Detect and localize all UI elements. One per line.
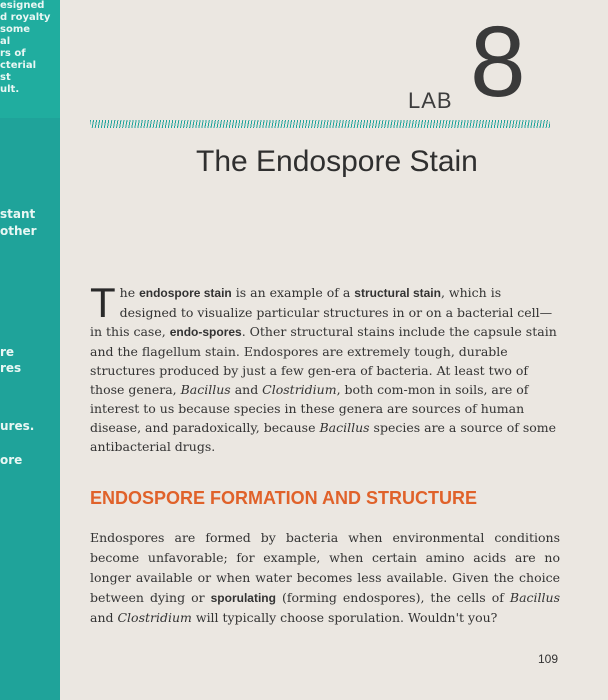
intro-text: he bbox=[119, 285, 140, 300]
margin-fragment: other bbox=[0, 224, 37, 238]
margin-fragment: res bbox=[0, 361, 22, 375]
margin-fragment: d royalty bbox=[0, 12, 51, 23]
intro-text: . Other structural stains include the capsule stain and the flagellum stain. Endospores are extremely tough, durable structures produced by just a few gen-era of bacteria. At least two of those genera, bbox=[90, 324, 557, 397]
margin-fragment: ult. bbox=[0, 84, 20, 95]
term-endospores: endo-spores bbox=[169, 325, 242, 339]
section-paragraph bbox=[90, 528, 560, 628]
page-title: The Endospore Stain bbox=[196, 145, 478, 178]
margin-fragment: st bbox=[0, 72, 11, 83]
intro-text: , which is designed to visualize particular structures in or on a bacterial cell—in this case, bbox=[90, 285, 553, 339]
margin-fragment: some bbox=[0, 24, 31, 35]
section-heading: ENDOSPORE FORMATION AND STRUCTURE bbox=[90, 488, 477, 508]
margin-fragment: esigned bbox=[0, 0, 45, 11]
section-text: (forming endospores), the cells of bbox=[275, 590, 510, 605]
term-sporulating: sporulating bbox=[210, 591, 276, 605]
genus-bacillus: Bacillus bbox=[509, 590, 560, 605]
intro-paragraph bbox=[90, 279, 560, 456]
genus-clostridium: Clostridium bbox=[262, 382, 337, 397]
section-text: will typically choose sporulation. Wouldn't you? bbox=[191, 610, 498, 625]
term-endospore-stain: endospore stain bbox=[139, 286, 232, 300]
title-rule bbox=[90, 120, 550, 128]
margin-fragment: ures. bbox=[0, 419, 35, 433]
genus-bacillus: Bacillus bbox=[319, 420, 370, 435]
margin-fragment: al bbox=[0, 36, 11, 47]
genus-clostridium: Clostridium bbox=[117, 610, 192, 625]
term-structural-stain: structural stain bbox=[354, 286, 441, 300]
genus-bacillus: Bacillus bbox=[180, 382, 231, 397]
margin-fragment: cterial bbox=[0, 60, 37, 71]
intro-text: and bbox=[230, 382, 263, 397]
page-number: 109 bbox=[538, 652, 559, 666]
lab-number: 8 bbox=[470, 6, 526, 118]
margin-fragment: re bbox=[0, 345, 15, 359]
margin-fragment: ore bbox=[0, 453, 23, 467]
drop-cap: T bbox=[90, 279, 116, 326]
section-text: Endospores are formed by bacteria when environmental conditions become unfavorable; for example, when certain amino acids are no longer available or when water becomes less available. Given the choice between dying or bbox=[90, 530, 560, 605]
lab-label: LAB bbox=[408, 88, 453, 113]
margin-fragment: rs of bbox=[0, 48, 26, 59]
intro-text: is an example of a bbox=[231, 285, 355, 300]
intro-text: , both com-mon in soils, are of interest to us because species in these genera are sources of human disease, and paradoxically, because bbox=[90, 382, 529, 435]
section-text: and bbox=[90, 610, 118, 625]
margin-fragment: stant bbox=[0, 207, 36, 221]
intro-text: species are a source of some antibacterial drugs. bbox=[90, 420, 557, 454]
